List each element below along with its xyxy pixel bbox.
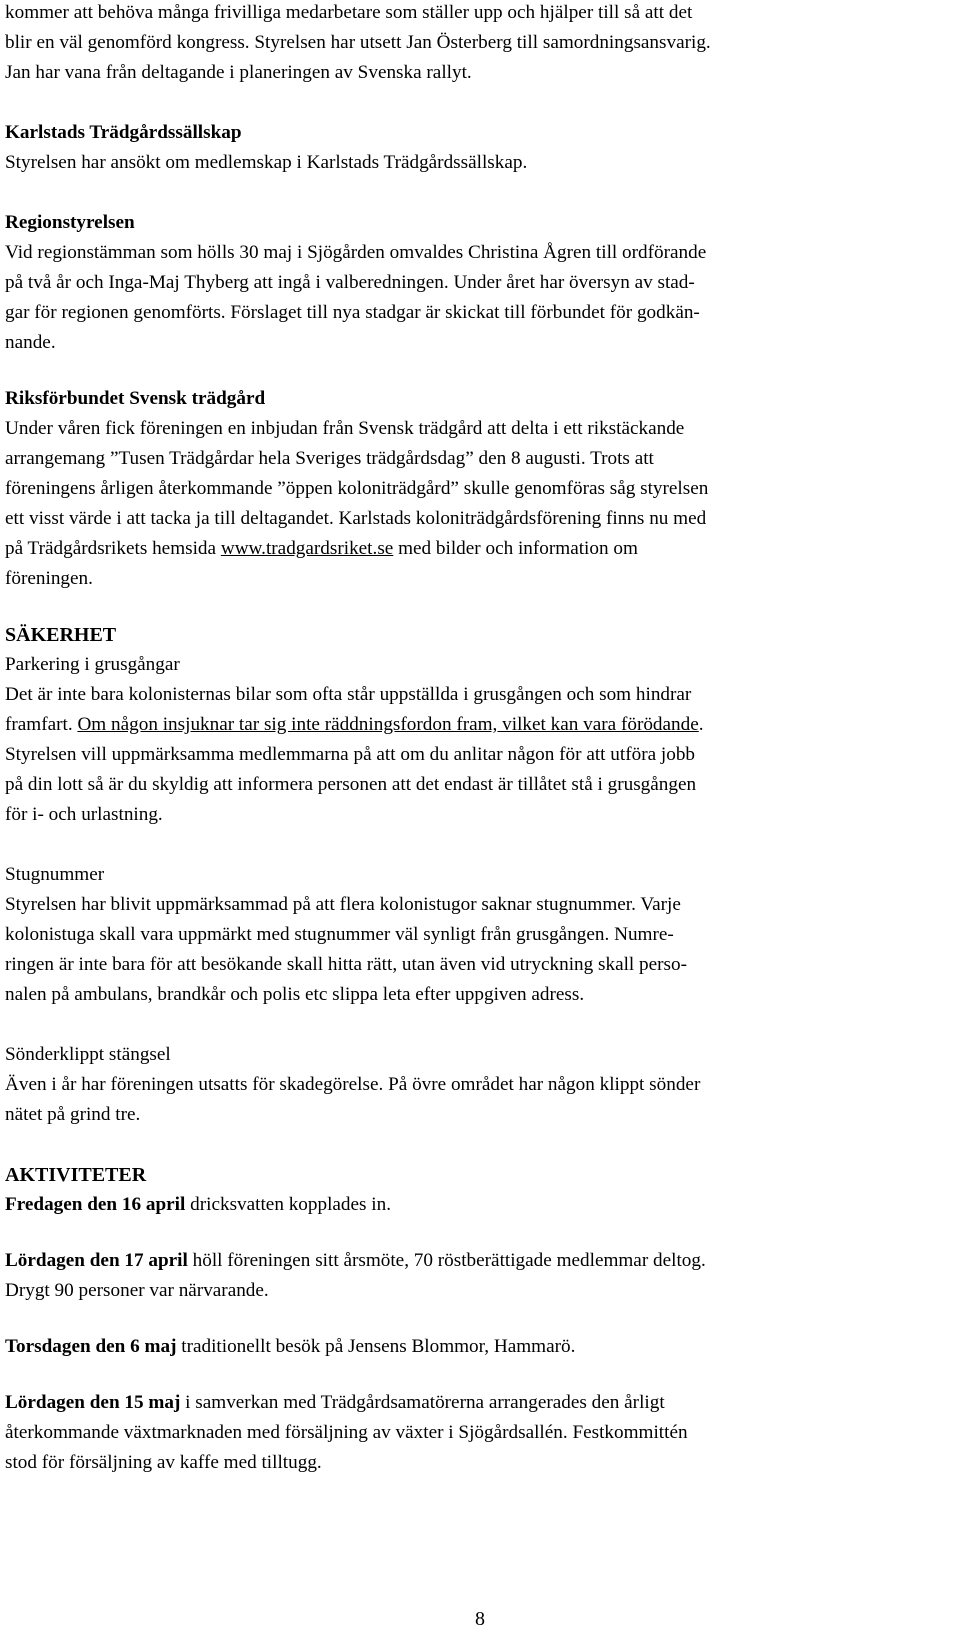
text-line: Drygt 90 personer var närvarande. [5, 1280, 269, 1301]
main-heading: SÄKERHET [5, 624, 117, 646]
activity-date: Lördagen den 15 maj [5, 1392, 181, 1413]
text-line: Jan har vana från deltagande i planeringen av Svenska rallyt. [5, 62, 472, 83]
text-span: . [698, 714, 704, 735]
section-heading: Riksförbundet Svensk trädgård [5, 388, 266, 409]
intro-paragraph [5, 0, 953, 88]
text-line: kolonistuga skall vara uppmärkt med stugnummer väl synligt från grusgången. Numre- [5, 924, 674, 945]
text-span: med bilder och information om [393, 538, 638, 559]
text-line: på din lott så är du skyldig att informera personen att det endast är tillåtet stå i grusgången [5, 774, 697, 795]
text-line: nalen på ambulans, brandkår och polis etc slippa leta efter uppgiven adress. [5, 984, 585, 1005]
text-line [5, 1246, 953, 1276]
activity-item [5, 1332, 953, 1362]
activity-date: Fredagen den 16 april [5, 1194, 186, 1215]
text-line [5, 710, 953, 740]
activity-item [5, 1190, 953, 1220]
activity-text: höll föreningen sitt årsmöte, 70 röstberättigade medlemmar deltog. [187, 1250, 706, 1271]
subsection-heading: Sönderklippt stängsel [5, 1044, 171, 1065]
document-page [5, 0, 953, 1478]
text-line: kommer att behöva många frivilliga medarbetare som ställer upp och hjälper till så att det [5, 2, 693, 23]
text-line: föreningens årligen återkommande ”öppen koloniträdgård” skulle genomföras såg styrelsen [5, 478, 709, 499]
section-karlstads [5, 118, 953, 178]
text-line: Styrelsen har ansökt om medlemskap i Karlstads Trädgårdssällskap. [5, 152, 528, 173]
section-sakerhet [5, 620, 953, 1130]
subsection-stugnummer [5, 860, 953, 1010]
activity-text: traditionellt besök på Jensens Blommor, Hammarö. [176, 1336, 576, 1357]
section-riksforbundet [5, 384, 953, 594]
text-line: Styrelsen vill uppmärksamma medlemmarna på att om du anlitar någon för att utföra jobb [5, 744, 696, 765]
text-line: Styrelsen har blivit uppmärksammad på att flera kolonistugor saknar stugnummer. Varje [5, 894, 681, 915]
text-line: stod för försäljning av kaffe med tilltugg. [5, 1452, 322, 1473]
text-line: Vid regionstämman som hölls 30 maj i Sjögården omvaldes Christina Ågren till ordförande [5, 242, 707, 263]
text-line: föreningen. [5, 568, 93, 589]
text-line: Även i år har föreningen utsatts för skadegörelse. På övre området har någon klippt sönder [5, 1074, 701, 1095]
activity-text: dricksvatten kopplades in. [185, 1194, 392, 1215]
text-line: återkommande växtmarknaden med försäljning av växter i Sjögårdsallén. Festkommittén [5, 1422, 688, 1443]
activity-text: i samverkan med Trädgårdsamatörerna arrangerades den årligt [180, 1392, 665, 1413]
main-heading: AKTIVITETER [5, 1164, 147, 1186]
underlined-warning: Om någon insjuknar tar sig inte räddningsfordon fram, vilket kan vara förödande [77, 714, 699, 735]
text-line: Det är inte bara kolonisternas bilar som ofta står uppställda i grusgången och som hindrar [5, 684, 692, 705]
text-line [5, 1388, 953, 1418]
text-line: på två år och Inga-Maj Thyberg att ingå i valberedningen. Under året har översyn av stad- [5, 272, 695, 293]
text-line [5, 534, 953, 564]
text-line: nätet på grind tre. [5, 1104, 141, 1125]
activity-item [5, 1246, 953, 1306]
section-heading: Regionstyrelsen [5, 212, 135, 233]
page-number: 8 [475, 1608, 485, 1630]
text-line [5, 1332, 953, 1362]
section-aktiviteter [5, 1160, 953, 1478]
text-span: på Trädgårdsrikets hemsida [5, 538, 221, 559]
text-line: nande. [5, 332, 56, 353]
subsection-heading: Parkering i grusgångar [5, 654, 180, 675]
text-span: framfart. [5, 714, 78, 735]
text-line: arrangemang ”Tusen Trädgårdar hela Sveriges trädgårdsdag” den 8 augusti. Trots att [5, 448, 654, 469]
text-line: gar för regionen genomförts. Förslaget till nya stadgar är skickat till förbundet för godkän- [5, 302, 700, 323]
text-line: blir en väl genomförd kongress. Styrelsen har utsett Jan Österberg till samordningsansvarig. [5, 32, 711, 53]
text-line: ringen är inte bara för att besökande skall hitta rätt, utan även vid utryckning skall perso- [5, 954, 687, 975]
section-heading: Karlstads Trädgårdssällskap [5, 122, 242, 143]
section-regionstyrelsen [5, 208, 953, 358]
text-line: Under våren fick föreningen en inbjudan från Svensk trädgård att delta i ett rikstäckande [5, 418, 685, 439]
activity-date: Lördagen den 17 april [5, 1250, 188, 1271]
subsection-stangsel [5, 1040, 953, 1130]
text-line: ett visst värde i att tacka ja till deltagandet. Karlstads koloniträdgårdsförening finns nu med [5, 508, 707, 529]
subsection-heading: Stugnummer [5, 864, 105, 885]
activity-date: Torsdagen den 6 maj [5, 1336, 177, 1357]
subsection-parkering [5, 650, 953, 830]
activity-item [5, 1388, 953, 1478]
text-line: för i- och urlastning. [5, 804, 163, 825]
website-link[interactable]: www.tradgardsriket.se [220, 538, 394, 559]
